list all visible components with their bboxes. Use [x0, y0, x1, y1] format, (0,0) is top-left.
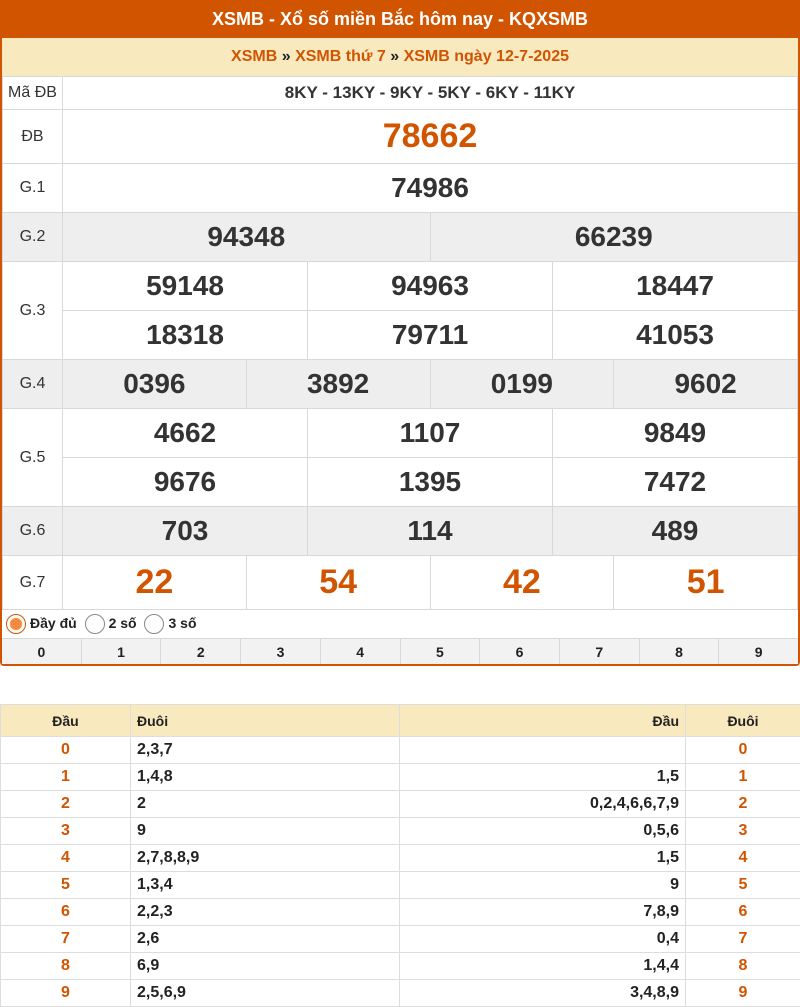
loto-table [0, 704, 800, 1007]
duoi-list: 2,5,6,9 [131, 980, 400, 1007]
prize-g3: 94963 [308, 262, 553, 311]
duoi-key: 1 [686, 764, 800, 791]
duoi-list: 2,3,7 [131, 737, 400, 764]
table-row [1, 926, 800, 953]
loto-header-row [1, 705, 800, 737]
table-row [1, 737, 800, 764]
special-prize: 78662 [63, 110, 798, 164]
prize-g4: 9602 [614, 360, 798, 409]
option-3-digits[interactable] [144, 609, 196, 638]
table-row [1, 899, 800, 926]
dau-key: 8 [1, 953, 131, 980]
row-g3 [3, 262, 798, 311]
label-g5: G.5 [3, 409, 63, 507]
duoi-key: 5 [686, 872, 800, 899]
duoi-list: 2,2,3 [131, 899, 400, 926]
prize-g6: 703 [63, 507, 308, 556]
breadcrumb-xsmb-date[interactable]: XSMB ngày 12-7-2025 [404, 48, 569, 65]
breadcrumb-separator: » [282, 48, 291, 65]
dau-key: 7 [1, 926, 131, 953]
dau-list: 1,5 [400, 764, 686, 791]
dau-key: 6 [1, 899, 131, 926]
digit-button[interactable]: 0 [2, 639, 82, 664]
prize-g6: 114 [308, 507, 553, 556]
prize-g3: 18318 [63, 311, 308, 360]
row-g6 [3, 507, 798, 556]
digit-button[interactable]: 9 [719, 639, 798, 664]
digit-highlight-bar [2, 638, 798, 664]
header-duoi: Đuôi [131, 705, 400, 737]
label-g1: G.1 [3, 164, 63, 213]
prize-g1: 74986 [63, 164, 798, 213]
row-g3 [3, 311, 798, 360]
table-row [1, 764, 800, 791]
option-2-label: 2 số [109, 615, 137, 631]
table-row [1, 980, 800, 1007]
prize-g5: 7472 [553, 458, 798, 507]
digit-button[interactable]: 8 [640, 639, 720, 664]
prize-g5: 9849 [553, 409, 798, 458]
digit-button[interactable]: 7 [560, 639, 640, 664]
option-3-label: 3 số [168, 615, 196, 631]
label-g4: G.4 [3, 360, 63, 409]
prize-g3: 18447 [553, 262, 798, 311]
radio-icon[interactable] [144, 614, 164, 634]
digit-button[interactable]: 4 [321, 639, 401, 664]
prize-g5: 1107 [308, 409, 553, 458]
duoi-key: 8 [686, 953, 800, 980]
duoi-list: 1,3,4 [131, 872, 400, 899]
prize-g5: 1395 [308, 458, 553, 507]
row-g7 [3, 556, 798, 610]
prize-g7: 51 [614, 556, 798, 610]
duoi-list: 2,7,8,8,9 [131, 845, 400, 872]
label-g3: G.3 [3, 262, 63, 360]
row-ma-db [3, 77, 798, 110]
duoi-key: 4 [686, 845, 800, 872]
digit-button[interactable]: 2 [161, 639, 241, 664]
radio-selected-icon[interactable] [6, 614, 26, 634]
label-ma-db: Mã ĐB [3, 77, 63, 110]
prize-g5: 9676 [63, 458, 308, 507]
dau-key: 9 [1, 980, 131, 1007]
row-g5 [3, 458, 798, 507]
prize-g3: 79711 [308, 311, 553, 360]
prize-g3: 41053 [553, 311, 798, 360]
dau-key: 1 [1, 764, 131, 791]
digit-button[interactable]: 5 [401, 639, 481, 664]
display-options [2, 609, 798, 638]
table-row [1, 791, 800, 818]
dau-list: 0,2,4,6,6,7,9 [400, 791, 686, 818]
dau-list: 1,4,4 [400, 953, 686, 980]
duoi-key: 0 [686, 737, 800, 764]
duoi-list: 1,4,8 [131, 764, 400, 791]
row-g5 [3, 409, 798, 458]
page-title: XSMB - Xổ số miền Bắc hôm nay - KQXSMB [0, 0, 800, 38]
prize-g7: 42 [430, 556, 614, 610]
duoi-key: 2 [686, 791, 800, 818]
header-duoi: Đuôi [686, 705, 800, 737]
option-full[interactable] [6, 609, 77, 638]
label-g2: G.2 [3, 213, 63, 262]
breadcrumb-xsmb[interactable]: XSMB [231, 48, 277, 65]
label-db: ĐB [3, 110, 63, 164]
dau-list: 1,5 [400, 845, 686, 872]
prize-g2: 94348 [63, 213, 431, 262]
breadcrumb-separator: » [390, 48, 399, 65]
duoi-list: 2,6 [131, 926, 400, 953]
digit-button[interactable]: 6 [480, 639, 560, 664]
row-db [3, 110, 798, 164]
dau-list: 0,5,6 [400, 818, 686, 845]
option-full-label: Đầy đủ [30, 615, 77, 631]
prize-g6: 489 [553, 507, 798, 556]
label-g7: G.7 [3, 556, 63, 610]
dau-key: 5 [1, 872, 131, 899]
dau-list [400, 737, 686, 764]
results-table [2, 76, 798, 610]
dau-key: 0 [1, 737, 131, 764]
radio-icon[interactable] [85, 614, 105, 634]
duoi-key: 6 [686, 899, 800, 926]
breadcrumb [2, 38, 798, 76]
prize-g4: 0199 [430, 360, 614, 409]
duoi-key: 7 [686, 926, 800, 953]
prize-g2: 66239 [430, 213, 798, 262]
dau-list: 7,8,9 [400, 899, 686, 926]
digit-button[interactable]: 1 [82, 639, 162, 664]
prize-g4: 0396 [63, 360, 247, 409]
dau-key: 4 [1, 845, 131, 872]
duoi-key: 3 [686, 818, 800, 845]
header-dau: Đầu [1, 705, 131, 737]
prize-g4: 3892 [246, 360, 430, 409]
duoi-list: 6,9 [131, 953, 400, 980]
duoi-list: 2 [131, 791, 400, 818]
table-row [1, 845, 800, 872]
row-g2 [3, 213, 798, 262]
digit-button[interactable]: 3 [241, 639, 321, 664]
prize-g7: 54 [246, 556, 430, 610]
prize-g3: 59148 [63, 262, 308, 311]
prize-g7: 22 [63, 556, 247, 610]
table-row [1, 872, 800, 899]
table-row [1, 818, 800, 845]
dau-key: 2 [1, 791, 131, 818]
ma-db-value: 8KY - 13KY - 9KY - 5KY - 6KY - 11KY [63, 77, 798, 110]
header-dau: Đầu [400, 705, 686, 737]
duoi-list: 9 [131, 818, 400, 845]
dau-key: 3 [1, 818, 131, 845]
dau-list: 9 [400, 872, 686, 899]
row-g4 [3, 360, 798, 409]
dau-list: 3,4,8,9 [400, 980, 686, 1007]
option-2-digits[interactable] [85, 609, 137, 638]
prize-g5: 4662 [63, 409, 308, 458]
breadcrumb-xsmb-thu7[interactable]: XSMB thứ 7 [295, 48, 386, 65]
duoi-key: 9 [686, 980, 800, 1007]
row-g1 [3, 164, 798, 213]
label-g6: G.6 [3, 507, 63, 556]
table-row [1, 953, 800, 980]
dau-list: 0,4 [400, 926, 686, 953]
